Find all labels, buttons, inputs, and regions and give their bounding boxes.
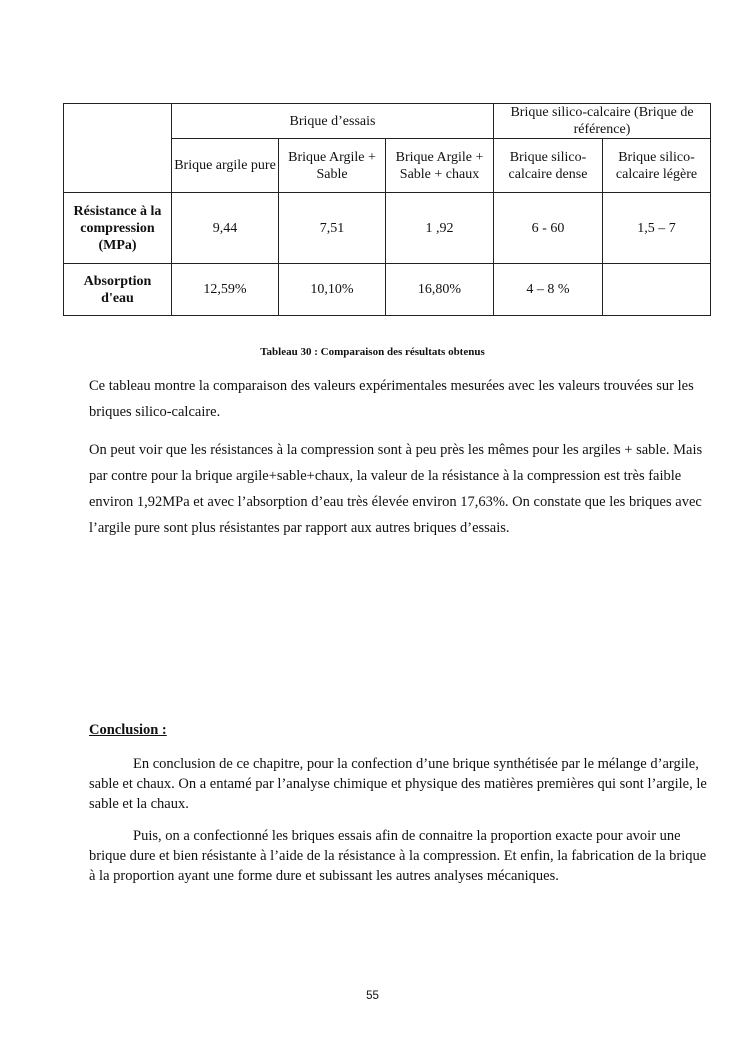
paragraph-intro: Ce tableau montre la comparaison des valeurs expérimentales mesurées avec les valeurs trouvées sur les briques silico-calcaire. (89, 378, 694, 420)
table-cell: 9,44 (172, 193, 279, 264)
table-cell: 6 - 60 (494, 193, 603, 264)
table-row (64, 264, 711, 316)
row-header: Résistance à la compression (MPa) (64, 193, 172, 264)
conclusion-paragraph-1: En conclusion de ce chapitre, pour la confection d’une brique synthétisée par le mélange d’argile, sable et chaux. On a entamé par l’analyse chimique et physique des matières premières qui sont l’argile, le sable et la chaux. (89, 756, 707, 812)
comparison-table (63, 103, 711, 316)
table-cell: 10,10% (279, 264, 386, 316)
table-cell: 12,59% (172, 264, 279, 316)
table-cell: 1,5 – 7 (603, 193, 711, 264)
column-header: Brique silico-calcaire légère (603, 139, 711, 193)
header-group-reference: Brique silico-calcaire (Brique de référence) (494, 104, 711, 139)
table-cell (603, 264, 711, 316)
conclusion-paragraph-2: Puis, on a confectionné les briques essais afin de connaitre la proportion exacte pour avoir une brique dure et bien résistante à l’aide de la résistance à la compression. Et enfin, la fabrication de la brique à la proportion ayant une forme dure et subissant les autres analyses mécaniques. (89, 828, 707, 884)
table-cell: 7,51 (279, 193, 386, 264)
table-cell: 1 ,92 (386, 193, 494, 264)
row-header: Absorption d'eau (64, 264, 172, 316)
table-cell: 4 – 8 % (494, 264, 603, 316)
table-row (64, 193, 711, 264)
table-caption: Tableau 30 : Comparaison des résultats obtenus (260, 346, 485, 358)
header-group-essais: Brique d’essais (172, 104, 494, 139)
column-header: Brique Argile + Sable + chaux (386, 139, 494, 193)
page-number: 55 (366, 990, 379, 1002)
column-header: Brique silico-calcaire dense (494, 139, 603, 193)
table-corner-cell (64, 104, 172, 193)
paragraph-analysis: On peut voir que les résistances à la compression sont à peu près les mêmes pour les argiles + sable. Mais par contre pour la brique argile+sable+chaux, la valeur de la résistance à la compression est très faible environ 1,92MPa et avec l’absorption d’eau très élevée environ 17,63%. On constate que les briques avec l’argile pure sont plus résistantes par rapport aux autres briques d’essais. (89, 442, 703, 536)
table-cell: 16,80% (386, 264, 494, 316)
conclusion-title: Conclusion : (89, 722, 167, 738)
column-header: Brique Argile + Sable (279, 139, 386, 193)
column-header: Brique argile pure (172, 139, 279, 193)
